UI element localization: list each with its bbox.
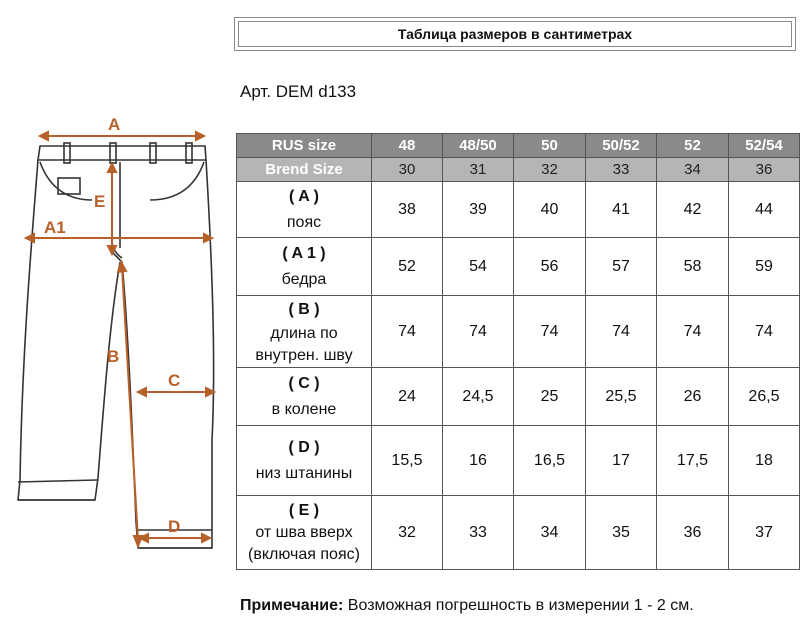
table-row	[237, 426, 800, 496]
rus-size-cell: 52	[657, 134, 729, 158]
brand-size-cell: 34	[657, 158, 729, 182]
value-cell: 25,5	[586, 368, 657, 426]
param-code: ( E )	[288, 501, 320, 519]
value-cell: 59	[729, 238, 800, 296]
value-cell: 39	[443, 182, 514, 238]
brand-size-row	[237, 158, 800, 182]
article-number: Арт. DEM d133	[240, 82, 357, 101]
rus-size-cell: 48	[372, 134, 443, 158]
value-cell: 25	[514, 368, 586, 426]
param-cell	[237, 496, 372, 570]
value-cell: 41	[586, 182, 657, 238]
param-cell	[237, 426, 372, 496]
rus-size-cell: 48/50	[443, 134, 514, 158]
value-cell: 74	[657, 296, 729, 368]
param-cell	[237, 368, 372, 426]
value-cell: 16	[443, 426, 514, 496]
label-b: B	[107, 347, 120, 366]
value-cell: 74	[586, 296, 657, 368]
value-cell: 33	[443, 496, 514, 570]
value-cell: 26	[657, 368, 729, 426]
value-cell: 17	[586, 426, 657, 496]
table-row	[237, 296, 800, 368]
rus-size-cell: 50/52	[586, 134, 657, 158]
rus-size-label: RUS size	[237, 134, 372, 158]
value-cell: 15,5	[372, 426, 443, 496]
brand-size-cell: 36	[729, 158, 800, 182]
table-row	[237, 496, 800, 570]
note-text: Возможная погрешность в измерении 1 - 2 см.	[343, 597, 694, 614]
value-cell: 32	[372, 496, 443, 570]
title-box	[234, 17, 796, 51]
brand-size-cell: 32	[514, 158, 586, 182]
note-label: Примечание:	[240, 597, 344, 614]
label-d: D	[168, 517, 181, 536]
page-title: Таблица размеров в сантиметрах	[397, 26, 633, 42]
value-cell: 42	[657, 182, 729, 238]
value-cell: 58	[657, 238, 729, 296]
value-cell: 24,5	[443, 368, 514, 426]
value-cell: 56	[514, 238, 586, 296]
label-a1: A1	[44, 218, 66, 237]
note	[240, 597, 694, 615]
param-cell	[237, 238, 372, 296]
param-code: ( D )	[288, 438, 320, 456]
value-cell: 40	[514, 182, 586, 238]
rus-size-cell: 52/54	[729, 134, 800, 158]
title-box-inner	[238, 21, 792, 47]
brand-size-cell: 31	[443, 158, 514, 182]
value-cell: 36	[657, 496, 729, 570]
label-a: A	[108, 115, 121, 134]
label-c: C	[168, 371, 181, 390]
param-name: пояс	[286, 213, 322, 231]
brand-size-cell: 33	[586, 158, 657, 182]
param-cell	[237, 182, 372, 238]
value-cell: 35	[586, 496, 657, 570]
value-cell: 74	[729, 296, 800, 368]
value-cell: 52	[372, 238, 443, 296]
value-cell: 74	[514, 296, 586, 368]
param-code: ( C )	[288, 374, 320, 392]
value-cell: 44	[729, 182, 800, 238]
value-cell: 54	[443, 238, 514, 296]
value-cell: 38	[372, 182, 443, 238]
param-code: ( A )	[289, 187, 319, 205]
rus-size-cell: 50	[514, 134, 586, 158]
param-name: низ штанины	[255, 464, 353, 482]
param-code: ( B )	[288, 300, 320, 318]
size-table	[236, 133, 800, 570]
value-cell: 37	[729, 496, 800, 570]
jeans-outline	[18, 143, 214, 548]
value-cell: 57	[586, 238, 657, 296]
value-cell: 26,5	[729, 368, 800, 426]
param-name: в колене	[271, 400, 337, 418]
param-name: длина по внутрен. шву	[255, 324, 353, 364]
table-row	[237, 238, 800, 296]
value-cell: 74	[372, 296, 443, 368]
brand-size-label: Brend Size	[237, 158, 372, 182]
table-row	[237, 368, 800, 426]
label-e: E	[94, 192, 106, 211]
value-cell: 16,5	[514, 426, 586, 496]
param-code: ( A 1 )	[282, 244, 326, 262]
brand-size-cell: 30	[372, 158, 443, 182]
param-cell	[237, 296, 372, 368]
value-cell: 24	[372, 368, 443, 426]
value-cell: 18	[729, 426, 800, 496]
value-cell: 17,5	[657, 426, 729, 496]
rus-size-row	[237, 134, 800, 158]
param-name: бедра	[281, 270, 327, 288]
table-row	[237, 182, 800, 238]
value-cell: 74	[443, 296, 514, 368]
param-name: от шва вверх (включая пояс)	[248, 523, 360, 563]
jeans-diagram	[0, 0, 235, 624]
value-cell: 34	[514, 496, 586, 570]
